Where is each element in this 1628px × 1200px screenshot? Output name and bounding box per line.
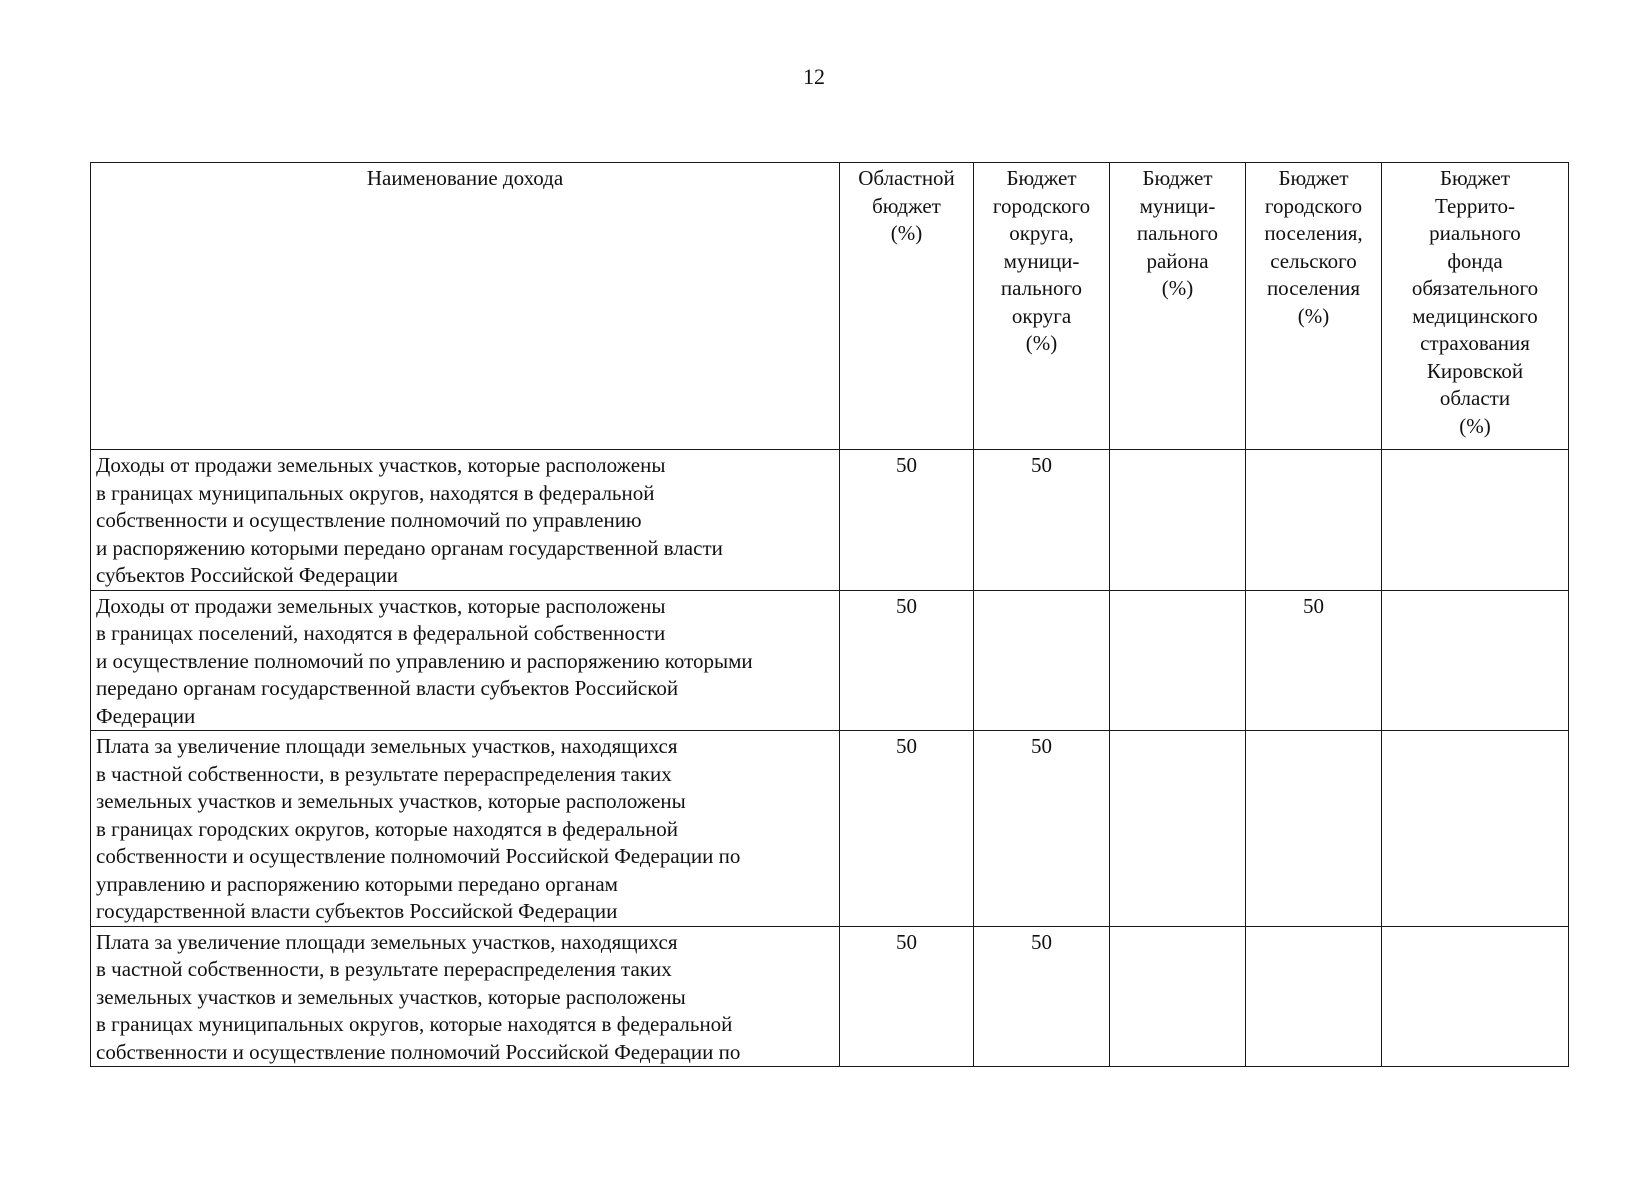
page-number: 12 <box>803 64 825 89</box>
table-row <box>91 926 1569 1067</box>
header-settlement-budget: Бюджет городского поселения, сельского поселения (%) <box>1246 163 1382 450</box>
city-district-share-cell: 50 <box>974 450 1110 591</box>
table-row <box>91 731 1569 927</box>
city-district-share-cell: 50 <box>974 731 1110 927</box>
oblast-share-cell: 50 <box>840 450 974 591</box>
settlement-share-cell: 50 <box>1246 590 1382 731</box>
tfoms-share-cell <box>1382 590 1569 731</box>
settlement-share-cell <box>1246 450 1382 591</box>
tfoms-share-cell <box>1382 450 1569 591</box>
header-tfoms-budget: Бюджет Террито- риального фонда обязательного медицинского страхования Кировской области (%) <box>1382 163 1569 450</box>
settlement-share-cell <box>1246 926 1382 1067</box>
header-oblast-budget: Областной бюджет (%) <box>840 163 974 450</box>
income-name-cell: Плата за увеличение площади земельных участков, находящихся в частной собственности, в результате перераспределения таких земельных участков и земельных участков, которые расположены в границах муниципальных округов, которые находятся в федеральной собственности и осуществление полномочий Российской Федерации по <box>91 926 840 1067</box>
tfoms-share-cell <box>1382 731 1569 927</box>
header-city-district-budget: Бюджет городского округа, муници- пального округа (%) <box>974 163 1110 450</box>
municipal-district-share-cell <box>1110 731 1246 927</box>
municipal-district-share-cell <box>1110 590 1246 731</box>
table-row <box>91 450 1569 591</box>
income-name-cell: Доходы от продажи земельных участков, которые расположены в границах муниципальных округов, находятся в федеральной собственности и осуществление полномочий по управлению и распоряжению которыми передано органам государственной власти субъектов Российской Федерации <box>91 450 840 591</box>
oblast-share-cell: 50 <box>840 731 974 927</box>
income-name-cell: Плата за увеличение площади земельных участков, находящихся в частной собственности, в результате перераспределения таких земельных участков и земельных участков, которые расположены в границах городских округов, которые находятся в федеральной собственности и осуществление полномочий Российской Федерации по управлению и распоряжению которыми передано органам государственной власти субъектов Российской Федерации <box>91 731 840 927</box>
city-district-share-cell <box>974 590 1110 731</box>
city-district-share-cell: 50 <box>974 926 1110 1067</box>
tfoms-share-cell <box>1382 926 1569 1067</box>
header-municipal-district-budget: Бюджет муници- пального района (%) <box>1110 163 1246 450</box>
settlement-share-cell <box>1246 731 1382 927</box>
income-distribution-table-container <box>90 162 1568 1067</box>
oblast-share-cell: 50 <box>840 926 974 1067</box>
municipal-district-share-cell <box>1110 926 1246 1067</box>
table-header-row <box>91 163 1569 450</box>
income-distribution-table <box>90 162 1569 1067</box>
header-income-name: Наименование дохода <box>91 163 840 450</box>
income-name-cell: Доходы от продажи земельных участков, которые расположены в границах поселений, находятся в федеральной собственности и осуществление полномочий по управлению и распоряжению которыми передано органам государственной власти субъектов Российской Федерации <box>91 590 840 731</box>
municipal-district-share-cell <box>1110 450 1246 591</box>
oblast-share-cell: 50 <box>840 590 974 731</box>
table-row <box>91 590 1569 731</box>
